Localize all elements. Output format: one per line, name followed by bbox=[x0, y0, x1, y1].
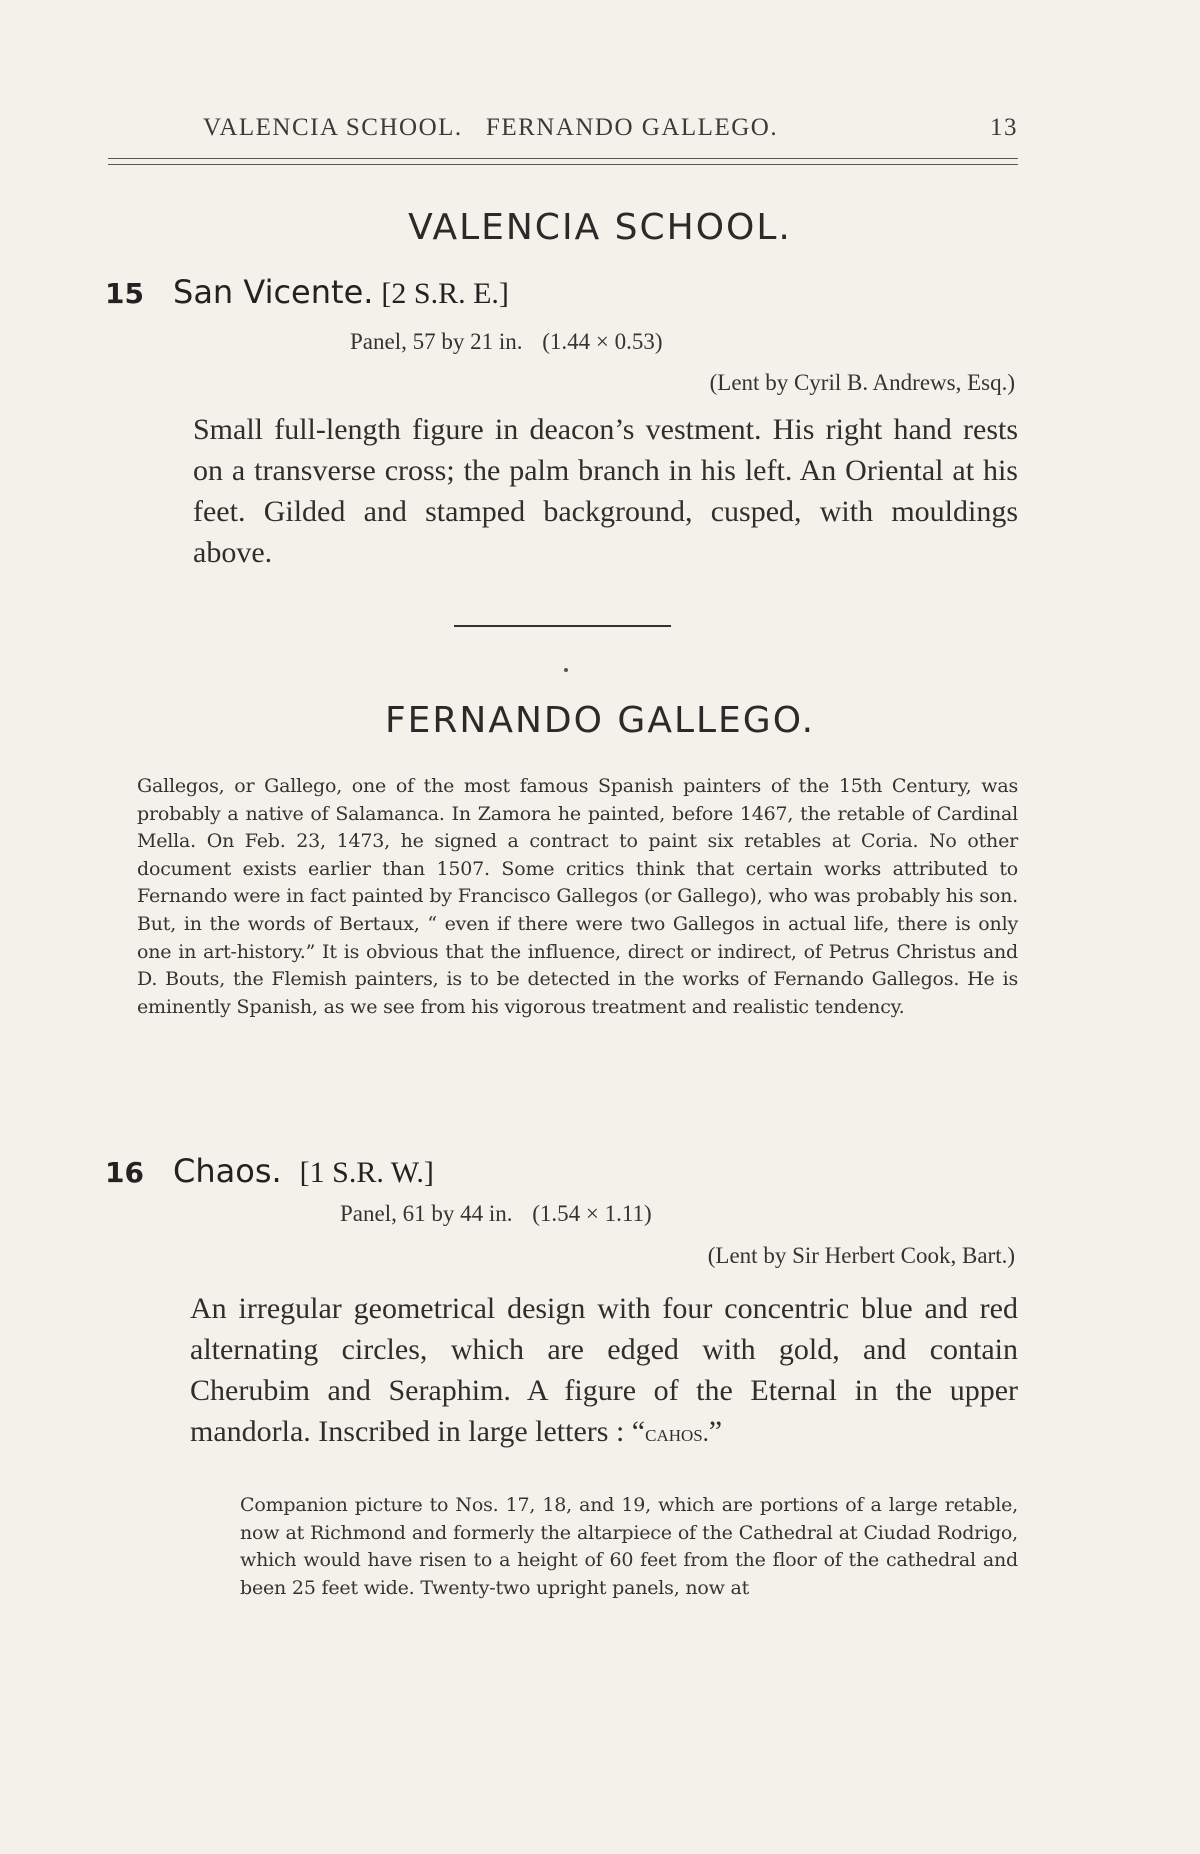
entry-description: Small full-length figure in deacon’s vestment. His right hand rests on a transverse cross; the palm branch in his left. An Oriental at his feet. Gilded and stamped background, cusped, with mouldings above. bbox=[193, 413, 1018, 569]
header-rule bbox=[108, 158, 1018, 165]
entry-lender: (Lent by Cyril B. Andrews, Esq.) bbox=[709, 370, 1015, 395]
dimensions-metric: (1.44 × 0.53) bbox=[542, 329, 663, 354]
entry-number: 15 bbox=[105, 277, 144, 310]
dimensions-inches: Panel, 57 by 21 in. bbox=[350, 329, 523, 354]
running-head bbox=[108, 114, 1018, 154]
entry-location: [1 S.R. W.] bbox=[299, 1156, 434, 1189]
entry-description bbox=[190, 1288, 1018, 1455]
section-heading-valencia: VALENCIA SCHOOL. bbox=[408, 207, 792, 248]
description-text: An irregular geometrical design with four concentric blue and red alternating circles, which are edged with gold, and contain Cherubim and Seraphim. A figure of the Eternal in the upper mandorla. Inscribed in large letters : “ bbox=[190, 1292, 1018, 1448]
entry-title: Chaos. bbox=[173, 1152, 282, 1190]
entry-note: Companion picture to Nos. 17, 18, and 19, which are portions of a large retable, now at Richmond and formerly the altarpiece of the Cathedral at Ciudad Rodrigo, which would have risen to a height of 60 feet from the floor of the cathedral and been 25 feet wide. Twenty-two upright panels, now at bbox=[240, 1494, 1018, 1599]
section-divider bbox=[454, 625, 671, 627]
entry-dimensions bbox=[340, 1201, 652, 1227]
dimensions-inches: Panel, 61 by 44 in. bbox=[340, 1201, 513, 1226]
catalogue-entry-16 bbox=[105, 1152, 434, 1190]
page-number: 13 bbox=[990, 114, 1018, 141]
printer-mark bbox=[564, 668, 568, 672]
artist-biography: Gallegos, or Gallego, one of the most famous Spanish painters of the 15th Century, was probably a native of Salamanca. In Zamora he painted, before 1467, the retable of Cardinal Mella. On Feb. 23, 1473, he signed a contract to paint six retables at Coria. No other document exists earlier than 1507. Some critics think that certain works attributed to Fernando were in fact painted by Francisco Gallegos (or Gallego), who was probably his son. But, in the words of Bertaux, “ even if there were two Gallegos in actual life, there is only one in art-history.” It is obvious that the influence, direct or indirect, of Petrus Christus and D. Bouts, the Flemish painters, is to be detected in the works of Fernando Gallegos. He is eminently Spanish, as we see from his vigorous treatment and realistic tendency. bbox=[137, 775, 1018, 1018]
description-close: ” bbox=[708, 1415, 723, 1448]
entry-number: 16 bbox=[105, 1156, 144, 1189]
entry-lender: (Lent by Sir Herbert Cook, Bart.) bbox=[707, 1243, 1015, 1268]
inscription-text: cahos. bbox=[645, 1421, 709, 1447]
running-title: VALENCIA SCHOOL. FERNANDO GALLEGO. bbox=[203, 114, 779, 141]
entry-title: San Vicente. bbox=[173, 273, 374, 311]
entry-dimensions bbox=[350, 329, 663, 355]
section-heading-gallego: FERNANDO GALLEGO. bbox=[384, 700, 816, 741]
dimensions-metric: (1.54 × 1.11) bbox=[532, 1201, 652, 1226]
entry-location: [2 S.R. E.] bbox=[381, 277, 509, 310]
catalogue-entry-15 bbox=[105, 273, 509, 311]
